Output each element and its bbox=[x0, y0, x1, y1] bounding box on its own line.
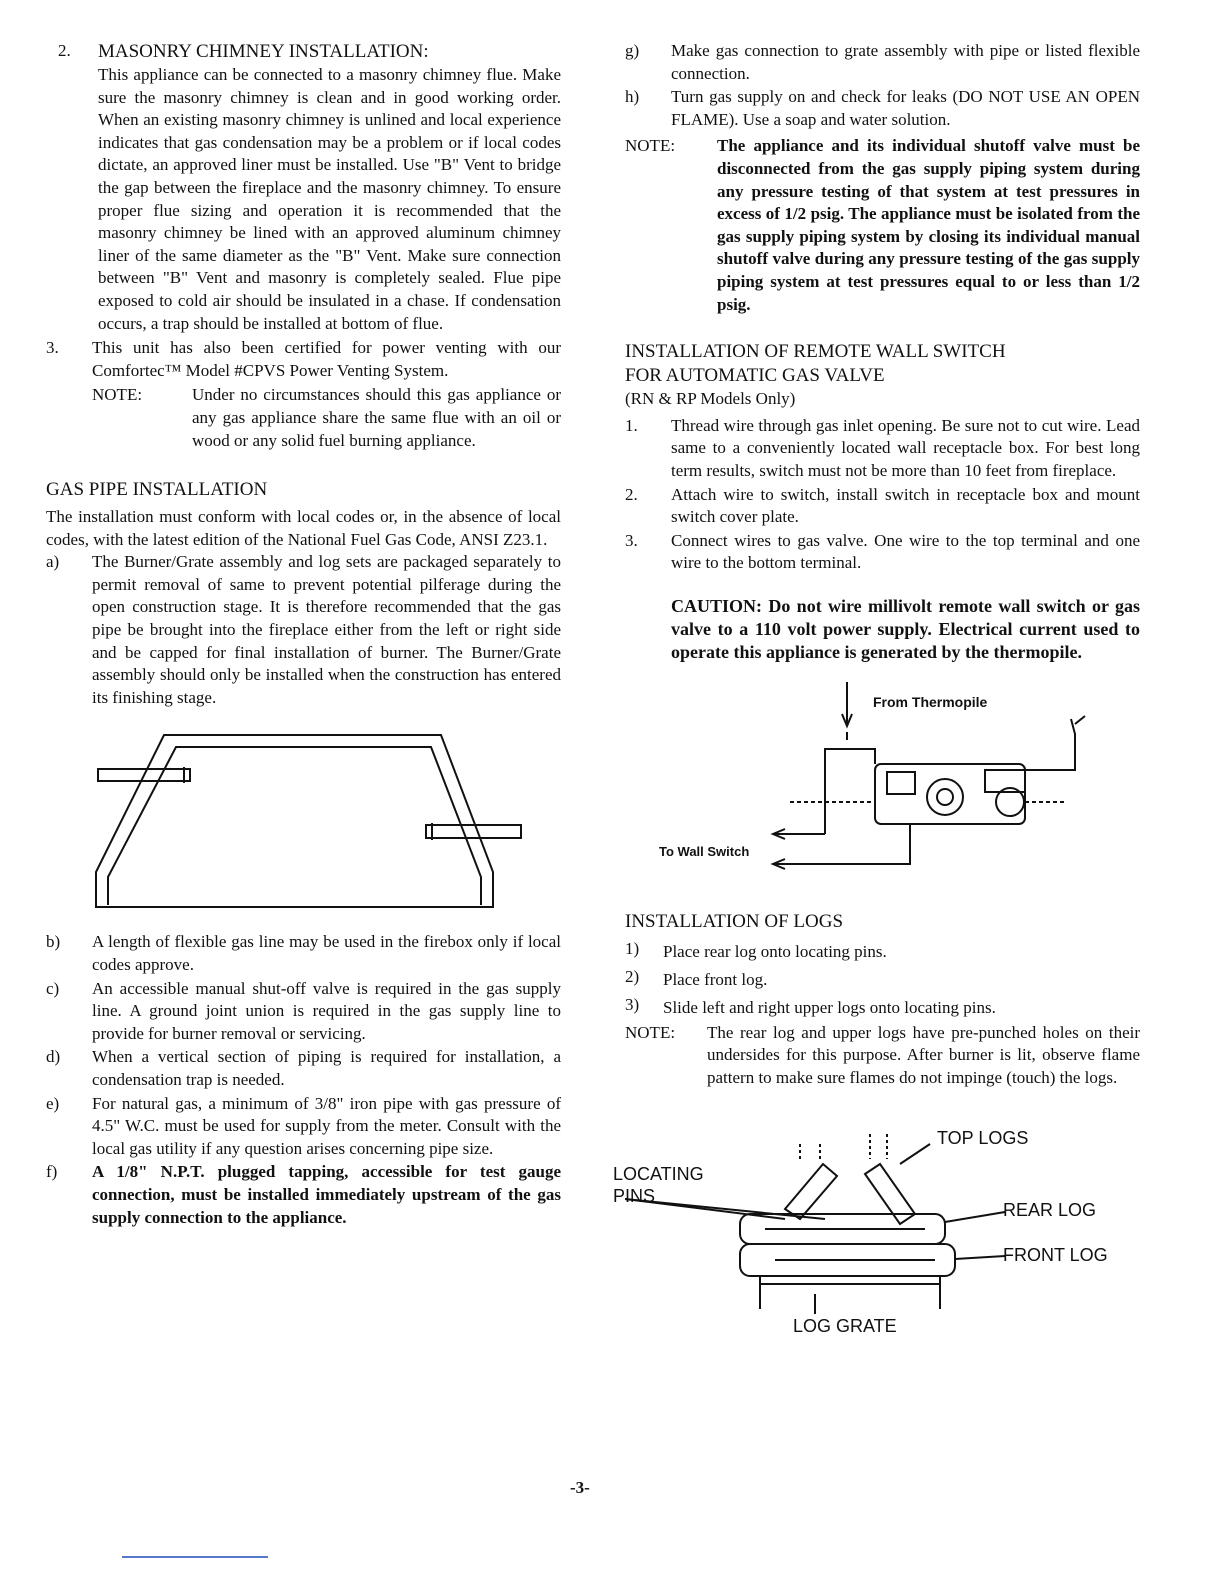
item-text: Turn gas supply on and check for leaks (DO NOT USE AN OPEN FLAME). Use a soap and water solution. bbox=[671, 87, 1140, 129]
item-text: An accessible manual shut-off valve is required in the gas supply line. A ground joint union is required in the gas supply line to provide for burner removal or servicing. bbox=[92, 978, 561, 1043]
footer-rule bbox=[122, 1556, 268, 1558]
step-label: 1. bbox=[625, 415, 638, 435]
top-logs-label: TOP LOGS bbox=[937, 1127, 1029, 1148]
step-text: Thread wire through gas inlet opening. Be sure not to cut wire. Lead same to a conveniently located wall receptacle box. For best long term results, switch must not be more than 10 feet from fireplace. bbox=[671, 415, 1140, 480]
step-label: 3) bbox=[625, 994, 640, 1014]
right-column bbox=[613, 40, 1140, 1344]
locating-label: LOCATING bbox=[613, 1163, 704, 1184]
masonry-number: 2. bbox=[58, 41, 71, 60]
gas-pipe-items bbox=[46, 931, 561, 1229]
step-label: 1) bbox=[625, 938, 640, 958]
step-label: 2) bbox=[625, 966, 640, 986]
remote-step bbox=[625, 484, 1140, 529]
logs-heading: INSTALLATION OF LOGS bbox=[625, 910, 844, 932]
logs-step bbox=[625, 966, 1140, 993]
item-label: f) bbox=[46, 1162, 58, 1182]
item-label: g) bbox=[625, 41, 640, 60]
gas-pipe-intro: The installation must conform with local codes or, in the absence of local codes, with the latest edition of the National Fuel Gas Code, ANSI Z23.1. bbox=[46, 507, 561, 549]
item-text: The Burner/Grate assembly and log sets are packaged separately to permit removal of same to prevent potential pilferage during the open construction stage. It is therefore recommended that the gas pipe be brought into the fireplace either from the left or right side and be capped for final installation of burner. The Burner/Grate assembly should only be installed when the construction has entered its finishing stage. bbox=[92, 552, 561, 707]
power-venting-section bbox=[46, 337, 561, 452]
masonry-section bbox=[46, 40, 561, 335]
rear-log-label: REAR LOG bbox=[1003, 1199, 1097, 1220]
step-text: Slide left and right upper logs onto locating pins. bbox=[663, 997, 996, 1017]
note-label: NOTE: bbox=[625, 136, 676, 156]
remote-switch-subheading: (RN & RP Models Only) bbox=[625, 389, 796, 409]
gas-pipe-item bbox=[46, 1046, 561, 1091]
item-text: For natural gas, a minimum of 3/8" iron pipe with gas pressure of 4.5" W.C. must be used for supply from the meter. Consult with the local gas utility if any question arises concerning pipe size. bbox=[92, 1093, 561, 1158]
pressure-test-note bbox=[625, 135, 1140, 316]
pins-label: PINS bbox=[613, 1185, 656, 1206]
gas-pipe-item bbox=[46, 1161, 561, 1229]
note-text: The rear log and upper logs have pre-punched holes on their undersides for this purpose. After burner is lit, observe flame pattern to make sure flames do not impinge (touch) the logs. bbox=[707, 1022, 1140, 1088]
item-label: c) bbox=[46, 978, 60, 998]
note-text: The appliance and its individual shutoff valve must be disconnected from the gas supply piping system during any pressure testing of that system at test pressures in excess of 1/2 psig. The appliance must be isolated from the gas supply piping system by closing its individual manual shutoff valve during any pressure testing of the gas supply piping system at test pressures equal to or less than 1/2 psig. bbox=[717, 136, 1140, 314]
log-assembly-drawing bbox=[625, 1104, 1140, 1344]
note-label: NOTE: bbox=[625, 1022, 676, 1042]
masonry-title: MASONRY CHIMNEY INSTALLATION: bbox=[98, 41, 429, 62]
page-number: -3- bbox=[570, 1478, 590, 1497]
item-text: A length of flexible gas line may be used in the firebox only if local codes approve. bbox=[92, 932, 561, 975]
step-label: 3. bbox=[625, 530, 638, 550]
remote-step bbox=[625, 530, 1140, 575]
item-text: When a vertical section of piping is required for installation, a condensation trap is needed. bbox=[92, 1047, 561, 1089]
wiring-diagram bbox=[625, 674, 1140, 904]
step-text: Attach wire to switch, install switch in receptacle box and mount switch cover plate. bbox=[671, 484, 1140, 527]
masonry-body: This appliance can be connected to a masonry chimney flue. Make sure the masonry chimney is clean and in good working order. When an existing masonry chimney is unlined and local experience indicates that gas condensation may be a problem or if local codes dictate, an approved liner must be installed. Use "B" Vent to bridge the gap between the fireplace and the masonry chimney. To ensure proper flue sizing and operation it is recommended that the masonry chimney be lined with an approved aluminum chimney liner of the same diameter as the "B" Vent. Make sure connection between "B" Vent and masonry is completely sealed. Flue pipe exposed to cold air should be insulated in a chase. If condensation occurs, a trap should be installed at bottom of flue. bbox=[98, 65, 561, 333]
step-label: 2. bbox=[625, 484, 638, 504]
note-text: Under no circumstances should this gas appliance or any gas appliance share the same flue with an oil or wood or any solid fuel burning appliance. bbox=[192, 385, 561, 450]
gas-pipe-diagram bbox=[46, 717, 561, 917]
remote-switch-heading-1: INSTALLATION OF REMOTE WALL SWITCH bbox=[625, 341, 1006, 363]
logs-steps bbox=[625, 938, 1140, 1021]
step-text: Place front log. bbox=[663, 969, 768, 989]
remote-switch-steps bbox=[625, 415, 1140, 575]
gas-pipe-item bbox=[46, 978, 561, 1046]
log-grate-label: LOG GRATE bbox=[793, 1315, 897, 1336]
logs-step bbox=[625, 938, 1140, 965]
step-text: Connect wires to gas valve. One wire to the top terminal and one wire to the bottom terminal. bbox=[671, 530, 1140, 573]
front-log-label: FRONT LOG bbox=[1003, 1244, 1108, 1265]
gas-pipe-heading: GAS PIPE INSTALLATION bbox=[46, 479, 268, 501]
item-label: h) bbox=[625, 87, 640, 107]
power-venting-note bbox=[92, 384, 561, 452]
remote-step bbox=[625, 415, 1140, 483]
gas-pipe-item bbox=[46, 1093, 561, 1161]
logs-step bbox=[625, 994, 1140, 1021]
step-text: Place rear log onto locating pins. bbox=[663, 941, 887, 961]
from-thermopile-label: From Thermopile bbox=[873, 693, 988, 710]
left-column bbox=[46, 40, 561, 1230]
gas-pipe-item bbox=[625, 86, 1140, 131]
power-venting-number: 3. bbox=[46, 338, 59, 358]
logs-note bbox=[625, 1022, 1140, 1090]
power-venting-body: This unit has also been certified for power venting with our Comfortec™ Model #CPVS Power Venting System. bbox=[92, 338, 561, 380]
log-diagram bbox=[613, 1104, 1140, 1344]
item-label: a) bbox=[46, 552, 60, 572]
to-wall-switch-label: To Wall Switch bbox=[659, 843, 750, 859]
caution-text: CAUTION: Do not wire millivolt remote wall switch or gas valve to a 110 volt power supply. Electrical current used to operate this appliance is generated by the thermopile. bbox=[671, 595, 1140, 662]
item-label: d) bbox=[46, 1047, 61, 1067]
gas-pipe-item bbox=[46, 931, 561, 976]
note-label: NOTE: bbox=[92, 385, 143, 405]
remote-switch-heading-2: FOR AUTOMATIC GAS VALVE bbox=[625, 365, 885, 387]
item-text: Make gas connection to grate assembly with pipe or listed flexible connection. bbox=[671, 41, 1140, 83]
gas-pipe-item-a bbox=[46, 551, 561, 709]
item-text: A 1/8" N.P.T. plugged tapping, accessible for test gauge connection, must be installed immediately upstream of the gas supply connection to the appliance. bbox=[92, 1162, 561, 1227]
item-label: e) bbox=[46, 1093, 60, 1113]
gas-pipe-item bbox=[625, 40, 1140, 85]
item-label: b) bbox=[46, 932, 61, 952]
